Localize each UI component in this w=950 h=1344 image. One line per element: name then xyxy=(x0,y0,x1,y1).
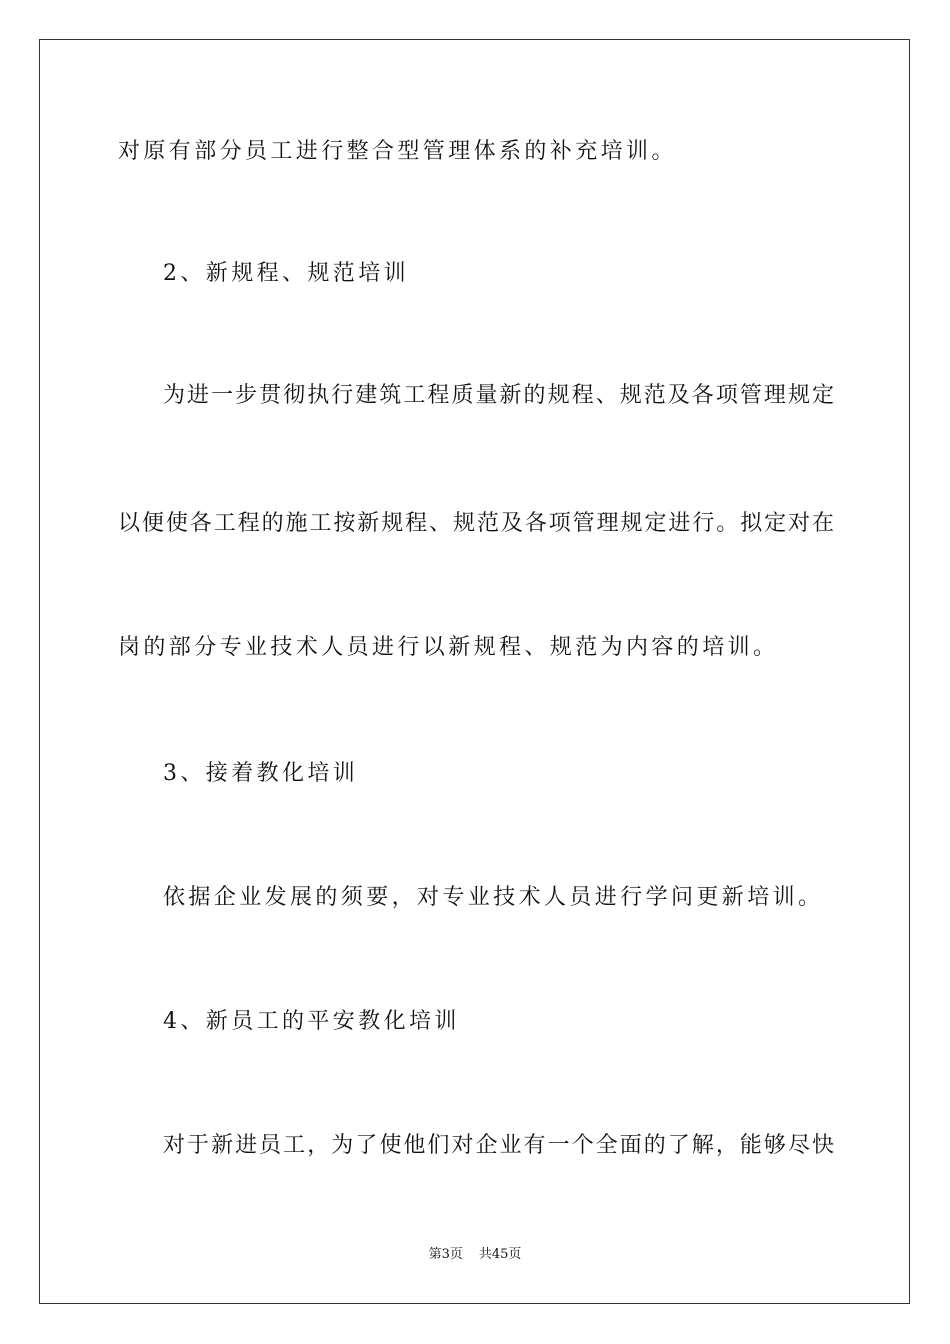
paragraph-line-4: 岗的部分专业技术人员进行以新规程、规范为内容的培训。 xyxy=(118,635,779,660)
page-number: 第3页 xyxy=(428,1247,463,1262)
section-heading-4: 4、新员工的平安教化培训 xyxy=(163,1009,460,1034)
total-pages: 共45页 xyxy=(478,1247,522,1262)
section-heading-2: 2、新规程、规范培训 xyxy=(163,261,409,286)
paragraph-line-2: 为进一步贯彻执行建筑工程质量新的规程、规范及各项管理规定 xyxy=(163,383,834,408)
page-footer xyxy=(0,1246,950,1264)
paragraph-line-5: 依据企业发展的须要，对专业技术人员进行学问更新培训。 xyxy=(163,885,824,910)
paragraph-line-6: 对于新进员工，为了使他们对企业有一个全面的了解，能够尽快 xyxy=(163,1133,834,1158)
page-border xyxy=(39,39,910,1304)
paragraph-line-1: 对原有部分员工进行整合型管理体系的补充培训。 xyxy=(118,139,677,164)
section-heading-3: 3、接着教化培训 xyxy=(163,761,359,786)
paragraph-line-3: 以便使各工程的施工按新规程、规范及各项管理规定进行。拟定对在 xyxy=(118,511,834,536)
